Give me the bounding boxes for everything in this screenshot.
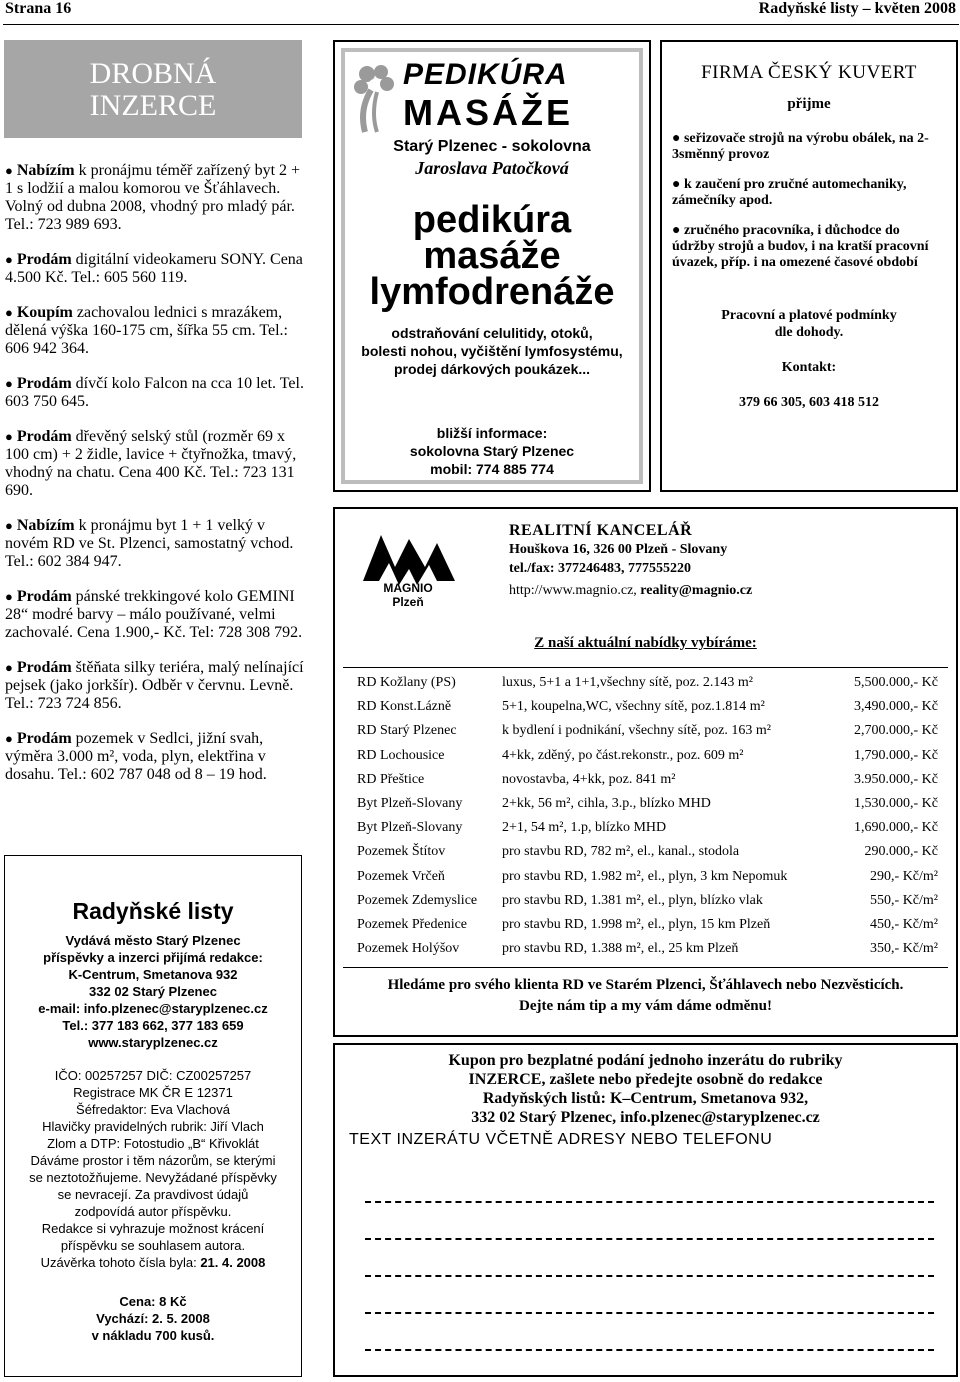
bullet-icon: ● (5, 252, 13, 267)
pedikura-description (345, 324, 639, 378)
pedikura-description-line: bolesti nohou, vyčištění lymfosystému, (361, 343, 623, 359)
service-masaze: masáže (423, 235, 561, 277)
kuvert-title: FIRMA ČESKÝ KUVERT (701, 62, 917, 83)
ad-lead: Prodám (16, 428, 72, 445)
coupon-line: INZERCE, zašlete nebo předejte osobně do redakce (468, 1071, 823, 1088)
bullet-icon: ● (5, 518, 13, 533)
impressum-text: příspěvku se souhlasem autora. (60, 1238, 246, 1253)
offer-name: RD Lochousice (357, 747, 445, 763)
offer-price: 2,700.000,- Kč (854, 723, 938, 739)
impressum-deadline-label: Uzávěrka tohoto čísla byla: (40, 1255, 197, 1270)
offer-description: 4+kk, zděný, po část.rekonstr., poz. 609 m² (502, 747, 744, 763)
offer-name: RD Konst.Lázně (357, 699, 452, 715)
coupon-write-line[interactable] (365, 1238, 934, 1240)
offer-name: Pozemek Štítov (357, 844, 446, 860)
classified-ad (5, 588, 305, 642)
offer-row (357, 889, 944, 913)
pedikura-contact (345, 424, 639, 478)
offer-price: 1,790.000,- Kč (854, 747, 938, 763)
reality-footer-line: Dejte nám tip a my vám dáme odměnu! (519, 998, 772, 1014)
kuvert-contact-label: Kontakt: (781, 360, 837, 375)
coupon-field-label: TEXT INZERÁTU VČETNĚ ADRESY NEBO TELEFONU (349, 1131, 773, 1148)
impressum-text: zodpovídá autor příspěvku. (74, 1204, 232, 1219)
reality-ad (333, 507, 958, 1037)
pedikura-contact-line: sokolovna Starý Plzenec (409, 443, 575, 459)
classified-ad (5, 162, 305, 234)
kuvert-hiring: přijme (787, 96, 831, 112)
classified-ad (5, 517, 305, 571)
ad-lead: Prodám (16, 659, 72, 676)
masaze-title: MASÁŽE (403, 92, 573, 133)
offer-name: RD Přeštice (357, 771, 425, 787)
offer-price: 350,- Kč/m² (870, 941, 938, 957)
offer-name: Pozemek Vrčeň (357, 868, 445, 884)
offer-price: 5,500.000,- Kč (854, 675, 938, 690)
ad-text: k pronájmu byt 1 + 1 velký v novém RD ve St. Plzenci, samostatný vchod. Tel.: 602 384 947. (5, 517, 294, 570)
kuvert-conditions (672, 307, 946, 341)
magnio-brand-city: Plzeň (392, 595, 424, 609)
flower-logo-icon (347, 60, 399, 134)
impressum-address: K-Centrum, Smetanova 932 (68, 967, 238, 982)
pedikura-ad-frame (341, 48, 643, 484)
ad-text: zachovalou lednici s mrazákem, dělená výška 160-175 cm, šířka 55 cm. Tel.: 606 942 364. (5, 304, 288, 357)
pedikura-description-line: odstraňování celulitidy, otoků, (391, 325, 593, 341)
reality-subtitle: Z naší aktuální nabídky vybíráme: (534, 635, 757, 651)
classified-ad (5, 375, 305, 411)
kuvert-conditions-line: Pracovní a platové podmínky (721, 308, 897, 323)
offer-price: 3,490.000,- Kč (854, 699, 938, 715)
offer-description: pro stavbu RD, 782 m², el., kanal., stodola (502, 844, 740, 860)
classified-ad (5, 304, 305, 358)
reality-phone: tel./fax: 377246483, 777555220 (509, 561, 691, 576)
offer-name: Pozemek Předenice (357, 916, 468, 932)
page-number: Strana 16 (5, 0, 72, 17)
ad-lead: Prodám (16, 375, 72, 392)
offer-row (357, 695, 944, 719)
offer-description: k bydlení i podnikání, všechny sítě, poz. 163 m² (502, 723, 771, 739)
ad-lead: Koupím (16, 304, 73, 321)
ad-lead: Prodám (16, 730, 72, 747)
reality-email: reality@magnio.cz (640, 583, 753, 598)
ad-text: dřevěný selský stůl (rozměr 69 x 100 cm) + 2 židle, lavice + čtyřnožka, tmavý, vhodný na chatu. Cena 400 Kč. Tel.: 723 131 690. (5, 428, 297, 499)
impressum-issue-date: Vychází: 2. 5. 2008 (96, 1311, 210, 1326)
bullet-icon: ● (5, 589, 13, 604)
bullet-icon: ● (5, 731, 13, 746)
offer-row (357, 719, 944, 743)
offer-price: 3.950.000,- Kč (854, 771, 938, 787)
pedikura-owner: Jaroslava Patočková (415, 158, 569, 178)
coupon-line: Radyňských listů: K–Centrum, Smetanova 932, (482, 1090, 809, 1107)
ad-lead: Prodám (16, 251, 72, 268)
ad-text: k pronájmu téměř zařízený byt 2 + 1 s lodžií a malou komorou ve Šťáhlavech. Volný od dubna 2008, vhodný pro mladý pár. Tel.: 723 989 693. (5, 162, 301, 233)
offer-description: luxus, 5+1 a 1+1,všechny sítě, poz. 2.143 m² (502, 675, 753, 690)
offer-name: RD Starý Plzenec (357, 723, 457, 739)
offer-row (357, 840, 944, 864)
offer-price: 290.000,- Kč (864, 844, 938, 860)
kuvert-contact: 379 66 305, 603 418 512 (739, 395, 879, 410)
offer-description: pro stavbu RD, 1.998 m², el., plyn, 15 km Plzeň (502, 916, 771, 932)
offer-price: 550,- Kč/m² (870, 892, 938, 908)
classified-ads-list (5, 162, 305, 801)
reality-offer-list (357, 671, 944, 961)
coupon-line: Kupon pro bezplatné podání jednoho inzerátu do rubriky (448, 1052, 843, 1069)
kuvert-position: ● zručného pracovníka, i důchodce do údržby strojů a budov, i na kratší pracovní úvazek, příp. i na omezené časové období (672, 223, 929, 270)
ad-lead: Nabízím (16, 162, 75, 179)
impressum-text: se nevracejí. Za pravdivost údajů (57, 1187, 249, 1202)
offer-price: 450,- Kč/m² (870, 916, 938, 932)
offer-price: 290,- Kč/m² (870, 868, 938, 884)
offer-description: pro stavbu RD, 1.388 m², el., 25 km Plzeň (502, 941, 739, 957)
impressum-text: příspěvky a inzerci přijímá redakce: (43, 950, 263, 965)
ad-text: pozemek v Sedlci, jižní svah, výměra 3.000 m², voda, plyn, elektřina v dosahu. Tel.: 602 787 048 od 8 – 19 hod. (5, 730, 267, 783)
bullet-icon: ● (5, 376, 13, 391)
classified-ad (5, 251, 305, 287)
offer-description: 2+1, 54 m², 1.p, blízko MHD (502, 820, 667, 836)
pedikura-description-line: prodej dárkových poukázek... (393, 361, 591, 377)
pedikura-contact-line: mobil: 774 885 774 (430, 461, 554, 477)
offer-name: Byt Plzeň-Slovany (357, 795, 463, 811)
offer-name: RD Kožlany (PS) (357, 675, 456, 690)
kuvert-position: ● k zaučení pro zručné automechaniky, zámečníky apod. (672, 177, 907, 208)
classified-ad (5, 730, 305, 784)
classified-ad (5, 659, 305, 713)
impressum-text: Šéfredaktor: Eva Vlachová (76, 1102, 230, 1117)
classifieds-title-line1: DROBNÁ (89, 57, 217, 90)
impressum-box (4, 855, 302, 1377)
impressum-circulation: v nákladu 700 kusů. (91, 1328, 215, 1343)
reality-title: REALITNÍ KANCELÁŘ (509, 522, 693, 539)
coupon-instructions (335, 1051, 956, 1127)
coupon-write-line[interactable] (365, 1349, 934, 1351)
coupon-write-line[interactable] (365, 1275, 934, 1277)
ad-lead: Nabízím (16, 517, 75, 534)
coupon-box (333, 1043, 958, 1377)
pedikura-location: Starý Plzenec - sokolovna (393, 138, 591, 155)
pedikura-ad (333, 40, 651, 492)
impressum-deadline (5, 1254, 301, 1271)
impressum-deadline-date: 21. 4. 2008 (200, 1255, 266, 1270)
offer-row (357, 937, 944, 961)
impressum-address: 332 02 Starý Plzenec (89, 984, 217, 999)
coupon-line: 332 02 Starý Plzenec, info.plzenec@staryplzenec.cz (471, 1109, 820, 1126)
impressum-email: e-mail: info.plzenec@staryplzenec.cz (38, 1001, 268, 1016)
offer-row (357, 913, 944, 937)
impressum-text: Hlavičky pravidelných rubrik: Jiří Vlach (42, 1119, 264, 1134)
magnio-brand (353, 581, 463, 609)
pedikura-services (345, 199, 639, 313)
coupon-write-line[interactable] (365, 1201, 934, 1203)
kuvert-position: ● seřizovače strojů na výrobu obálek, na 2-3směnný provoz (672, 131, 929, 162)
offer-name: Pozemek Zdemyslice (357, 892, 478, 908)
offer-description: pro stavbu RD, 1.381 m², el., plyn, blízko vlak (502, 892, 763, 908)
offer-description: pro stavbu RD, 1.982 m², el., plyn, 3 km Nepomuk (502, 868, 788, 884)
ad-text: digitální videokameru SONY. Cena 4.500 Kč. Tel.: 605 560 119. (5, 251, 303, 286)
impressum-title: Radyňské listy (72, 898, 234, 924)
reality-header (509, 521, 727, 578)
kuvert-ad (660, 40, 958, 492)
classifieds-title-line2: INZERCE (89, 89, 217, 122)
impressum-text: Dáváme prostor i těm názorům, se kterými (30, 1153, 276, 1168)
impressum-price: Cena: 8 Kč (119, 1294, 187, 1309)
pedikura-title: PEDIKÚRA (403, 58, 568, 91)
classified-ad (5, 428, 305, 500)
issue-title: Radyňské listy – květen 2008 (758, 0, 956, 17)
service-pedikura: pedikúra (412, 199, 572, 241)
coupon-write-line[interactable] (365, 1312, 934, 1314)
ad-text: štěňata silky teriéra, malý nelínající pejsek (jako jorkšír). Odběr v červnu. Levně. Tel.: 723 724 856. (5, 659, 304, 712)
offer-row (357, 865, 944, 889)
offer-price: 1,690.000,- Kč (854, 820, 938, 836)
impressum-phone: Tel.: 377 183 662, 377 183 659 (62, 1018, 244, 1033)
impressum-text: Zlom a DTP: Fotostudio „B“ Křivoklát (47, 1136, 259, 1151)
ad-text: dívčí kolo Falcon na cca 10 let. Tel. 603 750 645. (5, 375, 304, 410)
reality-footer-line: Hledáme pro svého klienta RD ve Starém Plzenci, Šťáhlavech nebo Nezvěsticích. (387, 977, 904, 993)
impressum-publisher: Vydává město Starý Plzenec (65, 933, 241, 948)
header-rule (3, 24, 959, 25)
impressum-text: Registrace MK ČR E 12371 (73, 1085, 233, 1100)
impressum-text: se neztotožňujeme. Nevyžádané příspěvky (29, 1170, 277, 1185)
ad-text: pánské trekkingové kolo GEMINI 28“ modré barvy – málo používané, velmi zachovalé. Cena 1.900,- Kč. Tel: 728 308 792. (5, 588, 303, 641)
bullet-icon: ● (5, 163, 13, 178)
offer-row (357, 744, 944, 768)
impressum-text: Redakce si vyhrazuje možnost krácení (41, 1221, 265, 1236)
reality-footer (335, 975, 956, 1017)
offer-row (357, 671, 944, 695)
offer-price: 1,530.000,- Kč (854, 795, 938, 811)
offer-description: 2+kk, 56 m², cihla, 3.p., blízko MHD (502, 795, 711, 811)
pedikura-contact-line: bližší informace: (436, 425, 548, 441)
ad-lead: Prodám (16, 588, 72, 605)
service-lymfodrenaze: lymfodrenáže (369, 271, 615, 313)
impressum-web: www.staryplzenec.cz (88, 1035, 218, 1050)
magnio-brand-name: MAGNIO (383, 581, 433, 595)
offer-row (357, 768, 944, 792)
reality-website: http://www.magnio.cz, (509, 583, 641, 598)
offer-row (357, 816, 944, 840)
kuvert-conditions-line: dle dohody. (774, 325, 844, 340)
offer-description: 5+1, koupelna,WC, všechny sítě, poz.1.814 m² (502, 699, 765, 715)
bullet-icon: ● (5, 429, 13, 444)
bullet-icon: ● (5, 305, 13, 320)
reality-rule (343, 667, 948, 668)
offer-name: Byt Plzeň-Slovany (357, 820, 463, 836)
reality-web (509, 583, 752, 599)
classifieds-title (4, 40, 302, 138)
bullet-icon: ● (5, 660, 13, 675)
reality-rule (343, 967, 948, 968)
offer-description: novostavba, 4+kk, poz. 841 m² (502, 771, 676, 787)
offer-row (357, 792, 944, 816)
reality-address: Houškova 16, 326 00 Plzeň - Slovany (509, 542, 728, 557)
impressum-text: IČO: 00257257 DIČ: CZ00257257 (54, 1068, 252, 1083)
offer-name: Pozemek Holýšov (357, 941, 460, 957)
